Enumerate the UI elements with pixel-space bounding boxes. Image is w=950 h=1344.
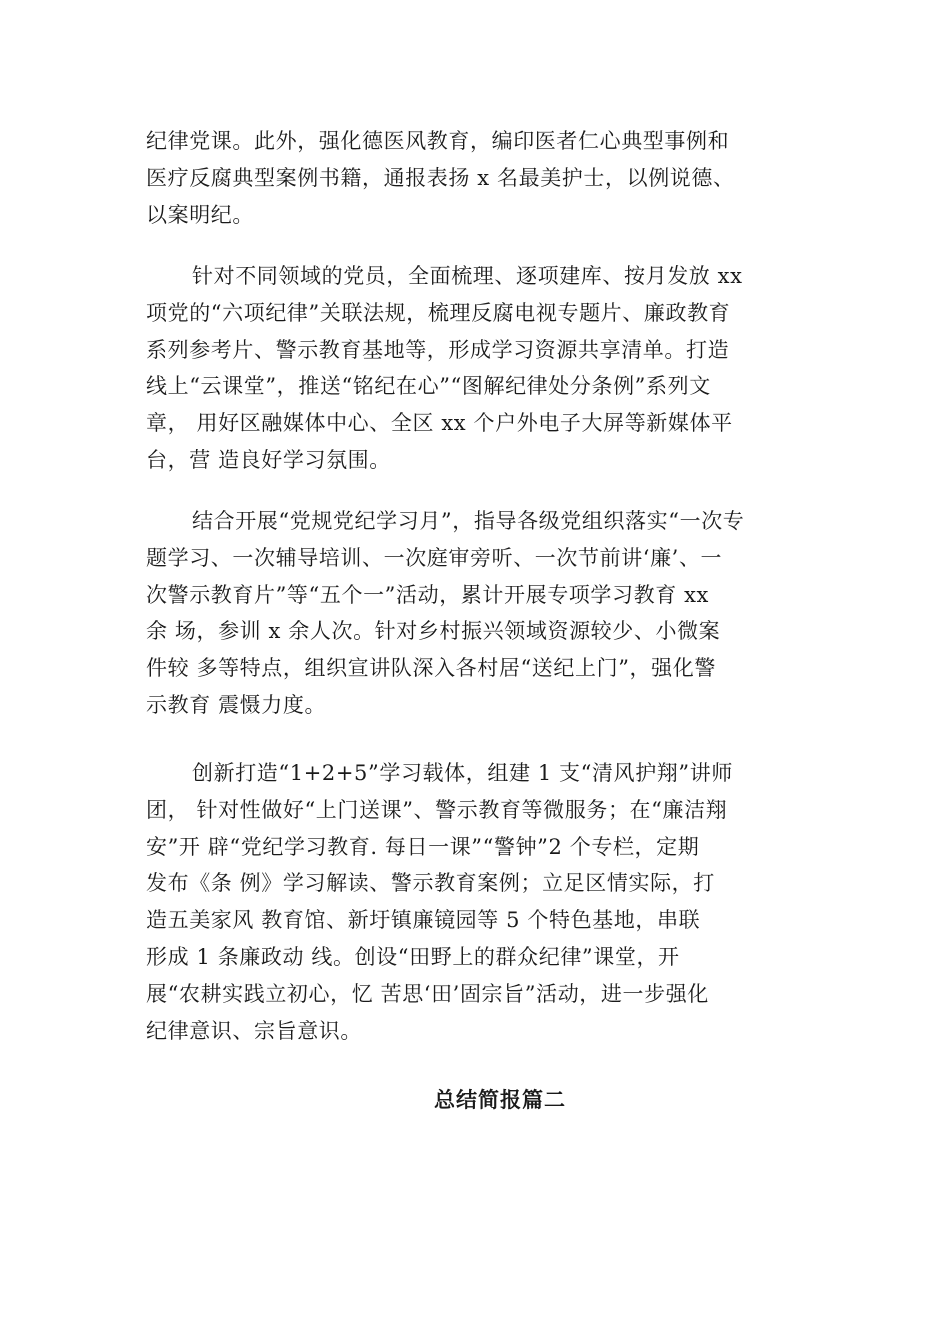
paragraph-line: 纪律党课。此外，强化德医风教育，编印医者仁心典型事例和 xyxy=(146,129,730,153)
paragraph-2 xyxy=(146,258,836,479)
paragraph-line: 结合开展“党规党纪学习月”，指导各级党组织落实“一次专 xyxy=(192,509,745,533)
section-heading: 总结简报篇二 xyxy=(434,1087,566,1112)
paragraph-line: 安”开 辟“党纪学习教育. 每日一课”“警钟”2 个专栏，定期 xyxy=(146,834,700,859)
paragraph-line: 线上“云课堂”，推送“铭纪在心”“图解纪律处分条例”系列文 xyxy=(146,374,711,399)
paragraph-line: 以案明纪。 xyxy=(146,202,254,227)
paragraph-4 xyxy=(146,755,836,1049)
paragraph-line: 示教育 震慑力度。 xyxy=(146,692,327,717)
paragraph-line: 团， 针对性做好“上门送课”、警示教育等微服务；在“廉洁翔 xyxy=(146,797,728,822)
paragraph-line: 针对不同领域的党员，全面梳理、逐项建库、按月发放 xx xyxy=(192,264,743,288)
paragraph-3 xyxy=(146,503,836,724)
paragraph-line: 造五美家风 教育馆、新圩镇廉镜园等 5 个特色基地，串联 xyxy=(146,908,701,933)
paragraph-line: 系列参考片、警示教育基地等，形成学习资源共享清单。打造 xyxy=(146,337,730,362)
paragraph-1 xyxy=(146,123,836,233)
paragraph-line: 形成 1 条廉政动 线。创设“田野上的群众纪律”课堂，开 xyxy=(146,944,680,969)
paragraph-line: 展“农耕实践立初心，忆 苦思‘田’固宗旨”活动，进一步强化 xyxy=(146,981,709,1006)
paragraph-line: 件较 多等特点，组织宣讲队深入各村居“送纪上门”，强化警 xyxy=(146,656,716,681)
paragraph-line: 纪律意识、宗旨意识。 xyxy=(146,1018,362,1043)
paragraph-line: 次警示教育片”等“五个一”活动，累计开展专项学习教育 xx xyxy=(146,582,709,607)
paragraph-line: 台，营 造良好学习氛围。 xyxy=(146,447,391,472)
paragraph-line: 题学习、一次辅导培训、一次庭审旁听、一次节前讲‘廉’、一 xyxy=(146,545,723,570)
paragraph-line: 余 场，参训 x 余人次。针对乡村振兴领域资源较少、小微案 xyxy=(146,619,721,644)
paragraph-line: 发布《条 例》学习解读、警示教育案例；立足区情实际，打 xyxy=(146,871,715,896)
paragraph-line: 项党的“六项纪律”关联法规，梳理反腐电视专题片、廉政教育 xyxy=(146,300,731,325)
paragraph-line: 创新打造“1+2+5”学习载体，组建 1 支“清风护翔”讲师 xyxy=(192,761,733,785)
paragraph-line: 章， 用好区融媒体中心、全区 xx 个户外电子大屏等新媒体平 xyxy=(146,411,733,436)
paragraph-line: 医疗反腐典型案例书籍，通报表扬 x 名最美护士，以例说德、 xyxy=(146,165,735,190)
